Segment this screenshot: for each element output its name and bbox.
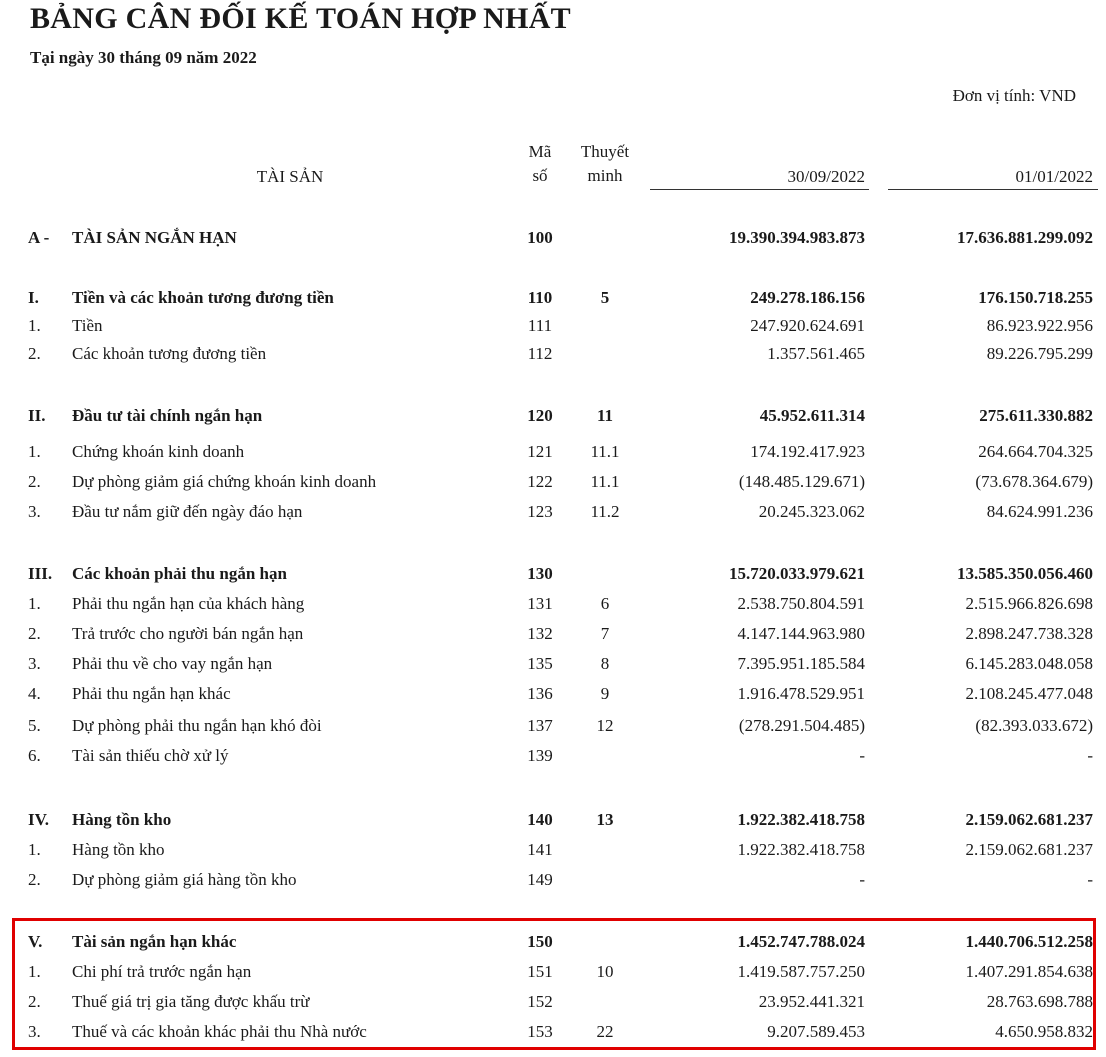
row-label: Chứng khoán kinh doanh: [72, 442, 245, 461]
currency-unit: Đơn vị tính: VND: [952, 86, 1076, 105]
row-label: Tiền và các khoản tương đương tiền: [72, 288, 334, 307]
row-label: Thuế và các khoản khác phải thu Nhà nước: [72, 1022, 367, 1041]
row-label: Phải thu ngắn hạn của khách hàng: [72, 594, 305, 613]
row-number: 1.: [28, 840, 41, 859]
row-number: II.: [28, 406, 46, 425]
row-note: 11.1: [590, 442, 620, 461]
header-note-line1: Thuyết: [580, 142, 630, 161]
row-value-current: 174.192.417.923: [750, 442, 865, 461]
row-value-current: 1.419.587.757.250: [737, 962, 865, 981]
header-date-opening: 01/01/2022: [1015, 167, 1093, 186]
table-row: [0, 592, 1106, 620]
row-value-opening: -: [1087, 746, 1093, 765]
row-code: 141: [527, 840, 553, 859]
table-row: [0, 808, 1106, 836]
row-value-opening: 2.159.062.681.237: [965, 840, 1093, 859]
header-underline-current: [650, 189, 869, 190]
row-value-current: 19.390.394.983.873: [729, 228, 865, 247]
header-note: [570, 140, 640, 188]
row-value-opening: (73.678.364.679): [975, 472, 1093, 491]
table-row: [0, 714, 1106, 742]
row-value-opening: 86.923.922.956: [986, 316, 1093, 335]
row-code: 135: [527, 654, 553, 673]
row-number: 2.: [28, 624, 41, 643]
row-value-current: -: [859, 870, 865, 889]
table-row: [0, 404, 1106, 432]
header-note-line2: minh: [587, 166, 623, 185]
highlight-box: [12, 918, 1096, 1050]
row-code: 136: [527, 684, 553, 703]
row-number: 1.: [28, 316, 41, 335]
header-code-line2: số: [532, 166, 548, 185]
row-label: Các khoản tương đương tiền: [72, 344, 267, 363]
row-label: TÀI SẢN NGẮN HẠN: [72, 228, 237, 247]
row-label: Đầu tư nắm giữ đến ngày đáo hạn: [72, 502, 303, 521]
table-row: [0, 838, 1106, 866]
row-number: V.: [28, 932, 43, 951]
row-code: 120: [527, 406, 553, 425]
row-number: 1.: [28, 442, 41, 461]
row-number: I.: [28, 288, 39, 307]
table-row: [0, 500, 1106, 528]
row-note: 8: [600, 654, 610, 673]
row-number: 2.: [28, 992, 41, 1011]
document-title: BẢNG CÂN ĐỐI KẾ TOÁN HỢP NHẤT: [30, 2, 571, 35]
row-value-current: 1.916.478.529.951: [737, 684, 865, 703]
row-number: A -: [28, 228, 50, 247]
row-value-current: 4.147.144.963.980: [737, 624, 865, 643]
row-value-opening: 176.150.718.255: [978, 288, 1093, 307]
header-date-current: 30/09/2022: [787, 167, 865, 186]
row-label: Hàng tồn kho: [72, 810, 172, 829]
row-code: 151: [527, 962, 553, 981]
row-value-opening: (82.393.033.672): [975, 716, 1093, 735]
table-row: [0, 562, 1106, 590]
row-label: Dự phòng phải thu ngắn hạn khó đòi: [72, 716, 322, 735]
table-row: [0, 622, 1106, 650]
row-note: 11: [596, 406, 614, 425]
row-value-opening: 2.515.966.826.698: [965, 594, 1093, 613]
row-code: 149: [527, 870, 553, 889]
table-row: [0, 342, 1106, 370]
row-code: 137: [527, 716, 553, 735]
row-value-opening: 2.898.247.738.328: [965, 624, 1093, 643]
table-row: [0, 440, 1106, 468]
row-code: 130: [527, 564, 553, 583]
row-number: 3.: [28, 502, 41, 521]
row-label: Dự phòng giảm giá chứng khoán kinh doanh: [72, 472, 377, 491]
row-value-current: (278.291.504.485): [738, 716, 865, 735]
row-number: 6.: [28, 746, 41, 765]
row-code: 111: [527, 316, 553, 335]
table-row: [0, 868, 1106, 896]
row-note: 11.2: [590, 502, 620, 521]
header-assets: TÀI SẢN: [256, 167, 324, 186]
row-note: 12: [596, 716, 614, 735]
row-value-opening: 13.585.350.056.460: [957, 564, 1093, 583]
row-note: 11.1: [590, 472, 620, 491]
row-note: 7: [600, 624, 610, 643]
document-subtitle: Tại ngày 30 tháng 09 năm 2022: [30, 48, 257, 67]
row-code: 139: [527, 746, 553, 765]
row-label: Trả trước cho người bán ngắn hạn: [72, 624, 304, 643]
row-label: Đầu tư tài chính ngắn hạn: [72, 406, 263, 425]
row-number: 2.: [28, 472, 41, 491]
row-value-current: 9.207.589.453: [767, 1022, 865, 1041]
row-value-opening: -: [1087, 870, 1093, 889]
row-note: 6: [600, 594, 610, 613]
header-code-line1: Mã: [528, 142, 552, 161]
row-code: 153: [527, 1022, 553, 1041]
table-row: [0, 470, 1106, 498]
row-value-current: 247.920.624.691: [750, 316, 865, 335]
row-number: III.: [28, 564, 53, 583]
row-number: 2.: [28, 344, 41, 363]
row-value-current: 2.538.750.804.591: [737, 594, 865, 613]
row-value-current: 20.245.323.062: [758, 502, 865, 521]
table-row: [0, 744, 1106, 772]
row-value-opening: 264.664.704.325: [978, 442, 1093, 461]
header-code: [515, 140, 565, 188]
row-value-opening: 6.145.283.048.058: [965, 654, 1093, 673]
row-code: 112: [527, 344, 553, 363]
row-code: 132: [527, 624, 553, 643]
row-code: 121: [527, 442, 553, 461]
row-value-opening: 17.636.881.299.092: [957, 228, 1093, 247]
row-value-current: 1.357.561.465: [767, 344, 865, 363]
row-value-opening: 2.108.245.477.048: [965, 684, 1093, 703]
row-number: 5.: [28, 716, 41, 735]
row-value-current: (148.485.129.671): [738, 472, 865, 491]
row-number: 1.: [28, 594, 41, 613]
row-code: 131: [527, 594, 553, 613]
row-label: Tài sản ngắn hạn khác: [72, 932, 237, 951]
row-number: 3.: [28, 1022, 41, 1041]
row-label: Các khoản phải thu ngắn hạn: [72, 564, 287, 583]
row-code: 152: [527, 992, 553, 1011]
row-note: 5: [600, 288, 610, 307]
table-row: [0, 286, 1106, 314]
table-row: [0, 652, 1106, 680]
row-number: IV.: [28, 810, 49, 829]
row-code: 122: [527, 472, 553, 491]
row-value-current: 1.922.382.418.758: [737, 840, 865, 859]
row-number: 2.: [28, 870, 41, 889]
row-label: Thuế giá trị gia tăng được khấu trừ: [72, 992, 310, 1011]
row-note: 10: [596, 962, 614, 981]
row-note: 9: [600, 684, 610, 703]
row-value-opening: 28.763.698.788: [986, 992, 1093, 1011]
row-value-opening: 1.440.706.512.258: [965, 932, 1093, 951]
row-value-current: 45.952.611.314: [759, 406, 865, 425]
row-number: 4.: [28, 684, 41, 703]
row-value-opening: 89.226.795.299: [986, 344, 1093, 363]
header-underline-opening: [888, 189, 1098, 190]
row-value-opening: 4.650.958.832: [995, 1022, 1093, 1041]
row-value-current: 1.922.382.418.758: [737, 810, 865, 829]
row-value-current: 15.720.033.979.621: [729, 564, 865, 583]
row-value-current: 1.452.747.788.024: [737, 932, 865, 951]
row-code: 123: [527, 502, 553, 521]
row-value-current: 249.278.186.156: [750, 288, 865, 307]
row-label: Hàng tồn kho: [72, 840, 165, 859]
row-value-current: -: [859, 746, 865, 765]
table-row: [0, 314, 1106, 342]
row-code: 150: [527, 932, 553, 951]
table-row: [0, 682, 1106, 710]
row-number: 3.: [28, 654, 41, 673]
row-number: 1.: [28, 962, 41, 981]
row-label: Phải thu về cho vay ngắn hạn: [72, 654, 273, 673]
row-value-current: 7.395.951.185.584: [737, 654, 865, 673]
row-label: Tiền: [72, 316, 103, 335]
row-note: 22: [596, 1022, 614, 1041]
row-value-opening: 1.407.291.854.638: [965, 962, 1093, 981]
row-value-opening: 84.624.991.236: [986, 502, 1093, 521]
table-row: [0, 226, 1106, 254]
row-label: Dự phòng giảm giá hàng tồn kho: [72, 870, 297, 889]
row-value-opening: 275.611.330.882: [979, 406, 1093, 425]
row-label: Tài sản thiếu chờ xử lý: [72, 746, 229, 765]
row-value-opening: 2.159.062.681.237: [965, 810, 1093, 829]
row-value-current: 23.952.441.321: [758, 992, 865, 1011]
row-code: 140: [527, 810, 553, 829]
row-code: 100: [527, 228, 553, 247]
row-code: 110: [527, 288, 553, 307]
row-label: Phải thu ngắn hạn khác: [72, 684, 231, 703]
row-note: 13: [596, 810, 614, 829]
row-label: Chi phí trả trước ngắn hạn: [72, 962, 252, 981]
